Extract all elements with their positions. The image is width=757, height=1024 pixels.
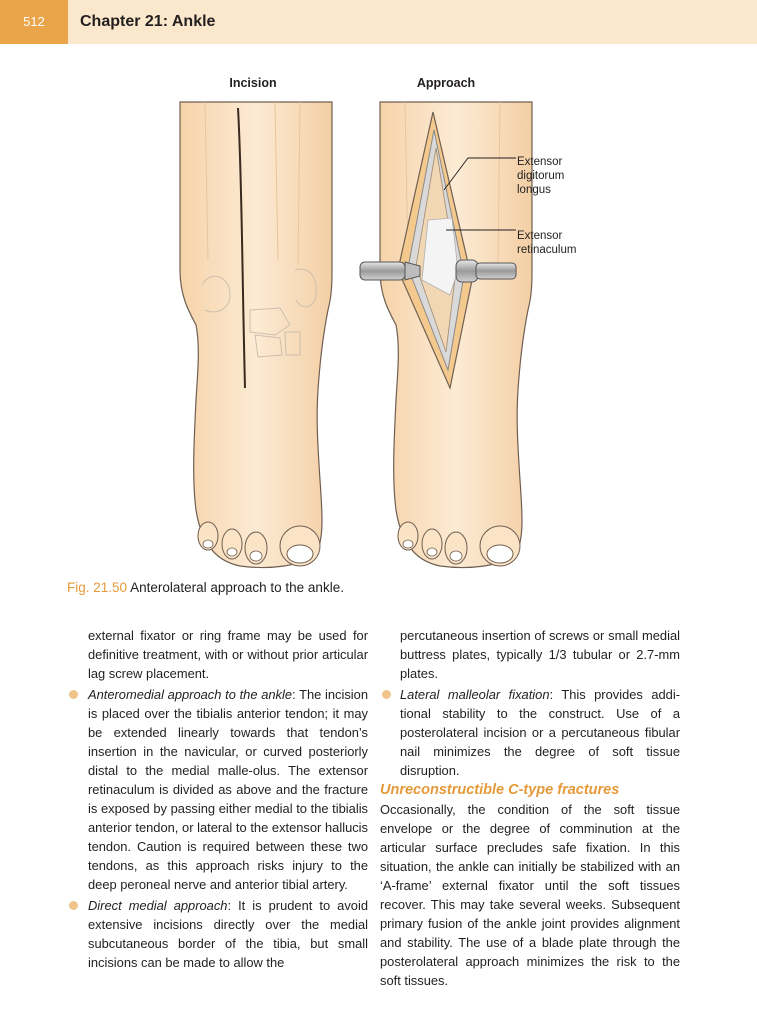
bullet-dot xyxy=(69,690,78,699)
panel-title-approach: Approach xyxy=(416,76,476,90)
label-extensor-digitorum-3: longus xyxy=(517,184,551,196)
retractor-left xyxy=(360,262,420,280)
bullet-text: : This provides addi-tional stability to the construct. Use of a posterolateral incision or a percutaneous fibular nail minimizes the degree of soft tissue disruption. xyxy=(400,687,680,778)
bullet-title: Anteromedial approach to the ankle xyxy=(88,687,293,702)
panel-title-incision: Incision xyxy=(229,76,277,90)
figure-ankle-approach xyxy=(150,70,610,575)
figure-number: Fig. 21.50 xyxy=(67,580,128,595)
bullet-text: : The incision is placed over the tibialis anterior tendon; it may be extended linearly towards that tendon’s insertion in the navicular, or curved posteriorly distal to the medial malle-olus. The extensor retinaculum is divided as above and the fracture is exposed by passing either medial to the tibialis anterior tendon, or lateral to the extensor hallucis tendon. Caution is required between these two tendons, as this approach risks injury to the deep peroneal nerve and anterior tibial artery. xyxy=(88,687,368,892)
page-header xyxy=(0,0,757,44)
page-number: 512 xyxy=(0,0,68,44)
label-extensor-digitorum-1: Extensor xyxy=(517,156,563,168)
bullet-title: Lateral malleolar fixation xyxy=(400,687,550,702)
bullet-dot xyxy=(382,690,391,699)
right-column xyxy=(380,626,680,990)
label-extensor-retinaculum-2: retinaculum xyxy=(517,244,577,256)
chapter-title: Chapter 21: Ankle xyxy=(80,13,216,30)
bullet-lateral-malleolar xyxy=(380,685,680,780)
bullet-anteromedial xyxy=(88,685,368,894)
left-foot-illustration xyxy=(180,102,332,568)
bullet-direct-medial xyxy=(88,896,368,972)
figure-caption xyxy=(67,580,344,595)
figure-caption-text: Anterolateral approach to the ankle. xyxy=(130,580,344,595)
bullet-title: Direct medial approach xyxy=(88,898,228,913)
left-column xyxy=(88,626,368,972)
section-heading: Unreconstructible C-type fractures xyxy=(380,782,620,798)
retractor-right xyxy=(456,260,516,282)
section-paragraph: Occasionally, the condition of the soft tissue envelope or the degree of comminution at the articular surface precludes safe fixation. In this situation, the ankle can initially be stabilized with an ‘A-frame’ external fixator until the soft tissues recover. This may take several weeks. Subsequent primary fusion of the ankle joint provides alignment and stability. The use of a blade plate through the posterolateral approach minimizes the risk to the soft tissues. xyxy=(380,802,680,988)
bullet-text: : It is prudent to avoid extensive incisions directly over the medial subcutaneous border of the tibia, but small incisions can be made to allow the xyxy=(88,898,368,970)
right-foot-illustration xyxy=(360,102,532,568)
figure-illustration xyxy=(150,70,610,575)
right-continuation-paragraph: percutaneous insertion of screws or small medial buttress plates, typically 1/3 tubular or 2.7-mm plates. xyxy=(400,628,680,681)
left-continuation-paragraph: external fixator or ring frame may be used for definitive treatment, with or without prior articular lag screw placement. xyxy=(88,628,368,681)
bullet-dot xyxy=(69,901,78,910)
label-extensor-digitorum-2: digitorum xyxy=(517,170,565,182)
label-extensor-retinaculum-1: Extensor xyxy=(517,230,563,242)
